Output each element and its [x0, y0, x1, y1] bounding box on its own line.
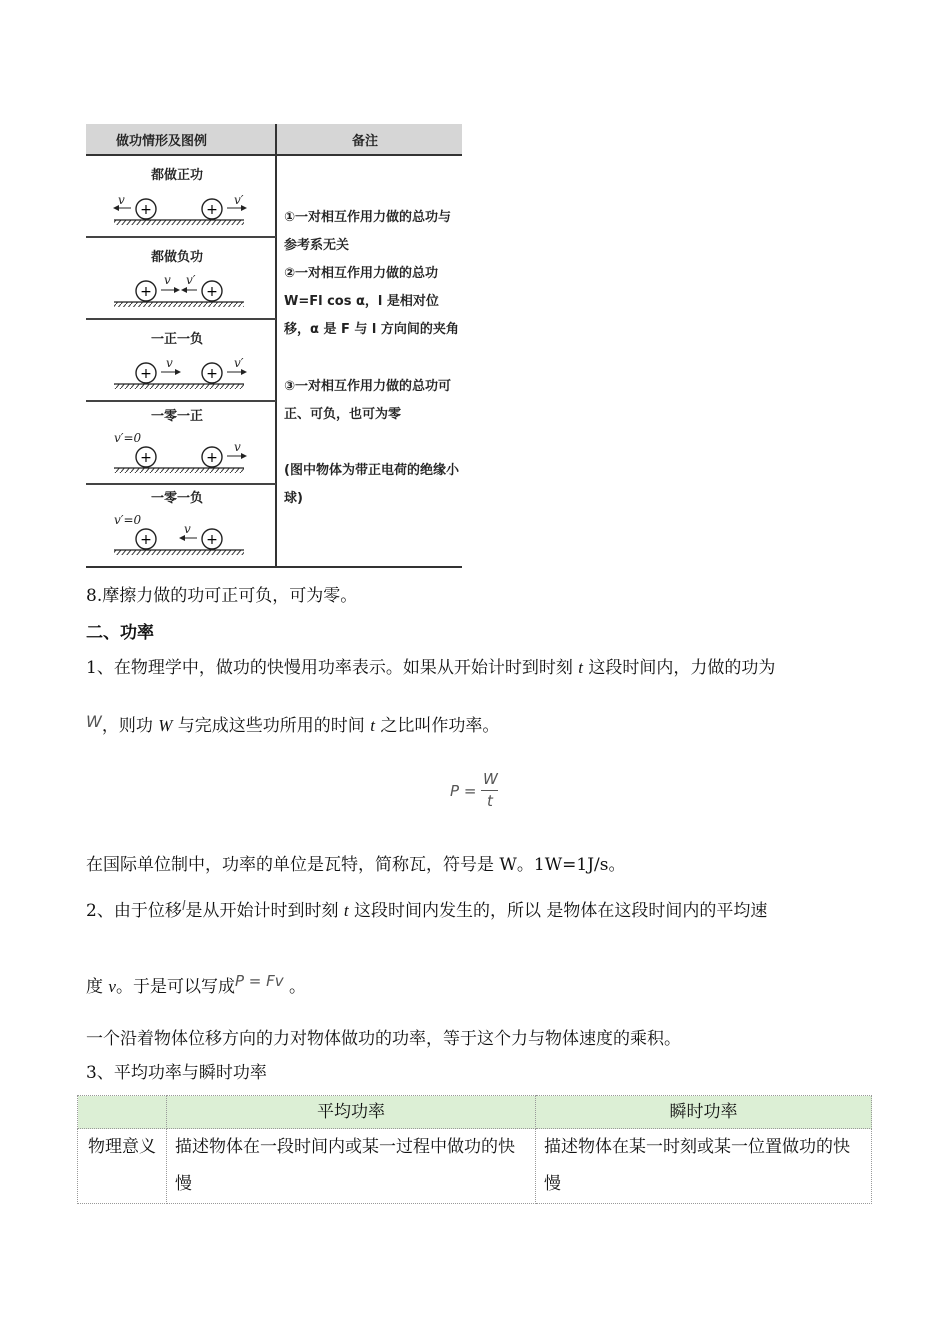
svg-text:+: + [140, 532, 152, 548]
case-title-zero-positive: 一零一正 [151, 409, 204, 424]
paragraph-5: 度 v。于是可以写成P = Fv 。 [86, 972, 307, 997]
velocity-label: v′=0 [114, 431, 142, 445]
paragraph-6: 一个沿着物体位移方向的力对物体做功的功率，等于这个力与物体速度的乘积。 [86, 1029, 681, 1049]
velocity-label: v′=0 [114, 513, 142, 527]
table-cell: 描述物体在某一时刻或某一位置做功的快慢 [536, 1129, 872, 1204]
figure-col-header-notes: 备注 [352, 134, 379, 149]
case-diagram-positive-negative [114, 356, 246, 389]
table-header-cell: 平均功率 [167, 1096, 536, 1129]
figure-note-3: ③一对相互作用力做的总功可正、可负，也可为零 [284, 379, 452, 422]
case-title-zero-negative: 一零一负 [151, 491, 204, 506]
velocity-label: v′ [234, 193, 244, 207]
table-header-cell [78, 1096, 167, 1129]
table-cell: 描述物体在一段时间内或某一过程中做功的快慢 [167, 1129, 536, 1204]
paragraph-1: 1、在物理学中，做功的快慢用功率表示。如果从开始计时到时刻 t 这段时间内，力做的功为 [86, 658, 776, 678]
velocity-label: v [166, 356, 173, 370]
svg-text:+: + [140, 284, 152, 300]
svg-text:+: + [140, 450, 152, 466]
paragraph-2: W，则功 W 与完成这些功所用的时间 t 之比叫作功率。 [86, 712, 500, 736]
svg-text:+: + [140, 202, 152, 218]
ground-surface [114, 550, 244, 555]
velocity-label: v [184, 522, 191, 536]
svg-text:+: + [206, 532, 218, 548]
figure-note-4: (图中物体为带正电荷的绝缘小球) [284, 463, 459, 506]
ground-surface [114, 384, 244, 389]
item-8: 8.摩擦力做的功可正可负，可为零。 [86, 586, 358, 606]
case-diagram-zero-negative [114, 513, 244, 555]
figure-note-1: ①一对相互作用力做的总功与参考系无关 [284, 210, 452, 253]
ground-surface [114, 468, 244, 473]
svg-text:+: + [206, 366, 218, 382]
ground-surface [114, 220, 244, 225]
paragraph-7: 3、平均功率与瞬时功率 [86, 1063, 267, 1083]
case-title-positive-negative: 一正一负 [151, 332, 204, 347]
case-diagrams [86, 124, 276, 568]
case-diagram-both-positive [114, 193, 246, 225]
figure-col-header-cases: 做功情形及图例 [116, 134, 208, 149]
svg-text:+: + [206, 450, 218, 466]
velocity-label: v′ [234, 356, 244, 370]
case-diagram-zero-positive [114, 431, 246, 473]
figure-note-2: ②一对相互作用力做的总功 W=Fl cos α，l 是相对位移，α 是 F 与 l 方向间的夹角 [284, 266, 459, 337]
section-heading-power: 二、功率 [86, 623, 154, 643]
svg-text:+: + [206, 284, 218, 300]
table-header-row [78, 1096, 872, 1129]
velocity-label: v′ [186, 273, 196, 287]
case-title-both-negative: 都做负功 [151, 250, 204, 265]
svg-text:+: + [140, 366, 152, 382]
table-cell: 物理意义 [78, 1129, 167, 1204]
velocity-label: v [118, 193, 125, 207]
work-cases-figure [86, 124, 462, 568]
paragraph-3: 在国际单位制中，功率的单位是瓦特，简称瓦，符号是 W。1W=1J/s。 [86, 855, 626, 875]
velocity-label: v [164, 273, 171, 287]
velocity-label: v [234, 440, 241, 454]
case-title-both-positive: 都做正功 [151, 168, 204, 183]
table-header-cell: 瞬时功率 [536, 1096, 872, 1129]
table-row [78, 1129, 872, 1204]
svg-text:+: + [206, 202, 218, 218]
case-diagram-both-negative [114, 273, 244, 307]
ground-surface [114, 302, 244, 307]
power-comparison-table [77, 1095, 872, 1204]
power-formula: P = W t [450, 770, 498, 810]
paragraph-4: 2、由于位移$^l$是从开始计时到时刻 t 这段时间内发生的，所以 是物体在这段时间内的平均速 [86, 899, 768, 921]
